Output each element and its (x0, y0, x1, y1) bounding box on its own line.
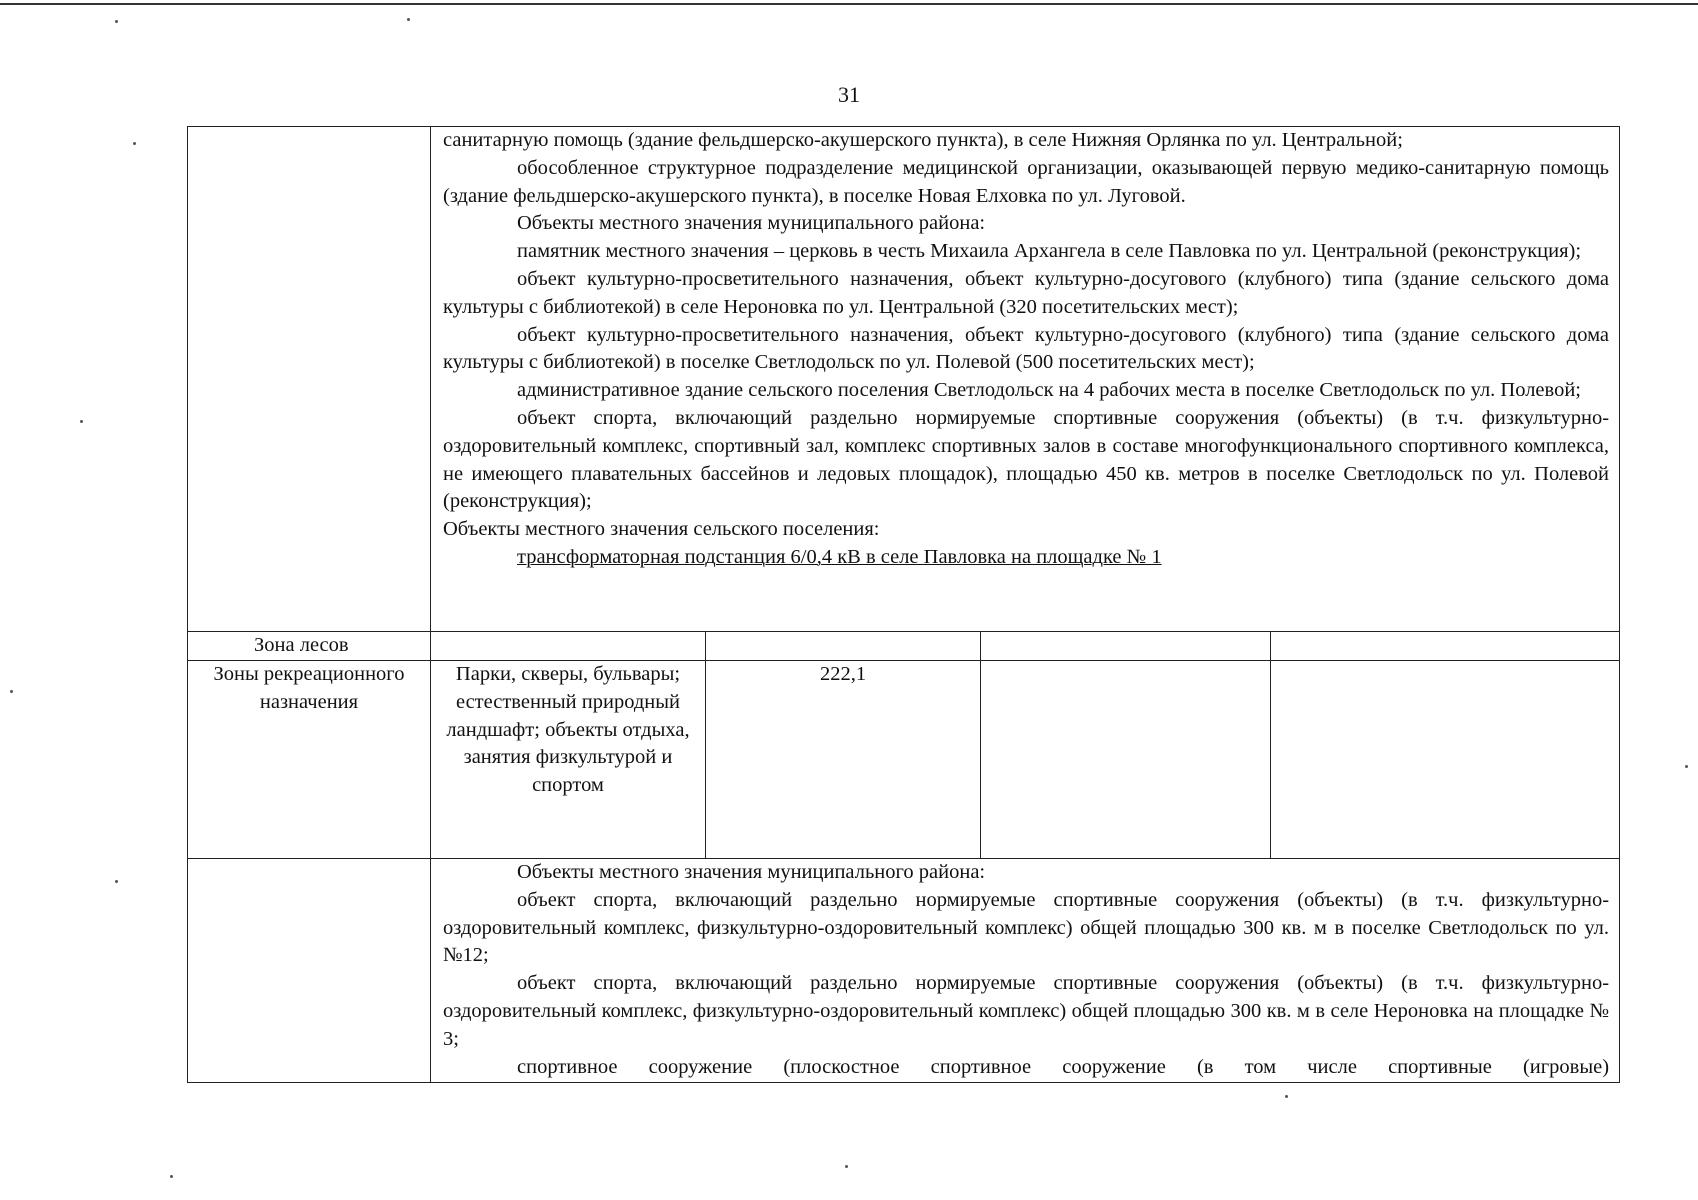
scan-speck (170, 1175, 173, 1178)
objects-description-cell (431, 859, 1620, 1083)
zone-purpose: Парки, скверы, бульвары; естественный природный ландшафт; объекты отдыха, занятия физкультурой и спортом (431, 661, 706, 859)
table-row-recreation-objects (188, 859, 1620, 1083)
paragraph: обособленное структурное подразделение медицинской организации, оказывающей первую медико-санитарную помощь (здание фельдшерско-акушерского пункта), в поселке Новая Елховка по ул. Луговой. (443, 156, 1610, 207)
objects-description-cell (431, 127, 1620, 632)
scan-speck (115, 20, 118, 23)
underlined-text: трансформаторная подстанция 6/0,4 кВ в селе Павловка на площадке № 1 (517, 545, 1162, 568)
scan-edge-line (0, 3, 1698, 5)
zoning-table (187, 126, 1620, 1083)
paragraph: спортивное сооружение (плоскостное спортивное сооружение (в том числе спортивные (игровые) (517, 1055, 1610, 1078)
scan-speck (1285, 1095, 1288, 1098)
paragraph: административное здание сельского поселения Светлодольск на 4 рабочих места в поселке Светлодольск по ул. Полевой; (517, 379, 1581, 402)
paragraph (443, 544, 1609, 572)
empty-cell (431, 632, 706, 661)
scan-speck (80, 420, 83, 423)
empty-cell (1271, 661, 1620, 859)
scan-speck (133, 142, 136, 145)
empty-cell (706, 632, 981, 661)
empty-cell (981, 661, 1271, 859)
scan-speck (845, 1165, 848, 1168)
scan-speck (10, 690, 13, 693)
scan-speck (407, 18, 410, 21)
empty-cell (1271, 632, 1620, 661)
paragraph: памятник местного значения – церковь в честь Михаила Архангела в селе Павловка по ул. Центральной (реконструкция); (517, 240, 1582, 263)
empty-cell (981, 632, 1271, 661)
table-row-recreation (188, 661, 1620, 859)
zone-name: Зоны рекреационного назначения (188, 661, 431, 859)
paragraph: объект спорта, включающий раздельно нормируемые спортивные сооружения (объекты) (в т.ч. физкультурно-оздоровительный комплекс, физкультурно-оздоровительный комплекс) общей площадью 300 кв. м в поселке Светлодольск по ул. №12; (443, 888, 1610, 967)
table-row-forest (188, 632, 1620, 661)
zone-cell-empty (188, 859, 431, 1083)
section-heading: Объекты местного значения муниципального района: (517, 212, 986, 235)
section-heading: Объекты местного значения муниципального района: (517, 861, 986, 883)
section-heading: Объекты местного значения сельского поселения: (443, 518, 880, 541)
paragraph: объект культурно-просветительного назначения, объект культурно-досугового (клубного) типа (здание сельского дома культуры с библиотекой) в поселке Светлодольск по ул. Полевой (500 посетительских мест); (443, 323, 1610, 374)
paragraph: объект культурно-просветительного назначения, объект культурно-досугового (клубного) типа (здание сельского дома культуры с библиотекой) в селе Нероновка по ул. Центральной (320 посетительских мест); (443, 267, 1610, 318)
paragraph: санитарную помощь (здание фельдшерско-акушерского пункта), в селе Нижняя Орлянка по ул. Центральной; (443, 129, 1403, 151)
scan-speck (1685, 765, 1688, 768)
table-row-objects-continued (188, 127, 1620, 632)
scan-speck (115, 880, 118, 883)
zone-area: 222,1 (706, 661, 981, 859)
zone-name: Зона лесов (188, 632, 431, 661)
page-number: 31 (838, 82, 860, 107)
paragraph: объект спорта, включающий раздельно нормируемые спортивные сооружения (объекты) (в т.ч. физкультурно-оздоровительный комплекс, физкультурно-оздоровительный комплекс) общей площадью 300 кв. м в селе Нероновка на площадке № 3; (443, 972, 1610, 1050)
zone-cell-empty (188, 127, 431, 632)
paragraph: объект спорта, включающий раздельно нормируемые спортивные сооружения (объекты) (в т.ч. физкультурно-оздоровительный комплекс, спортивный зал, комплекс спортивных залов в составе многофункционального спортивного комплекса, не имеющего плавательных бассейнов и ледовых площадок), площадью 450 кв. метров в поселке Светлодольск по ул. Полевой (реконструкция); (443, 406, 1610, 513)
